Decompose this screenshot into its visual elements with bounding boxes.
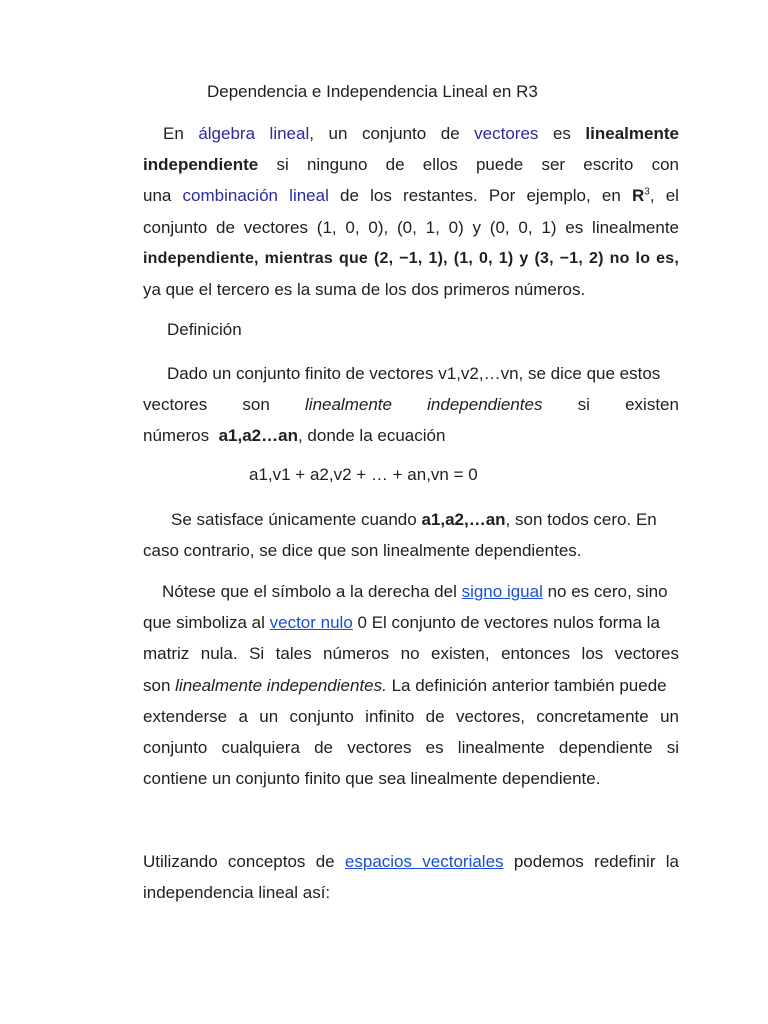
paragraph-intro — [143, 118, 679, 305]
def-line-1 — [143, 358, 679, 389]
bold-linealmente: linealmente — [585, 124, 679, 143]
paragraph-satisface — [143, 504, 679, 566]
sat-line-1-a: Se satisface únicamente cuando — [171, 510, 422, 529]
intro-line-2 — [143, 149, 679, 180]
espacios-line-1-c: podemos redefinir la — [513, 852, 679, 871]
text-un: un — [328, 124, 348, 143]
notese-line-2-c: 0 El conjunto de vectores nulos forma la — [352, 613, 660, 633]
intro-line-1 — [143, 118, 679, 149]
link-text-lineal: lineal — [269, 124, 310, 143]
notese-line-7: contiene un conjunto finito que sea linealmente dependiente. — [143, 769, 601, 789]
link-text-algebra: álgebra — [198, 124, 256, 143]
intro-line-2-text: si ninguno de ellos puede ser escrito con — [276, 155, 679, 175]
text-existen: existen — [625, 395, 679, 415]
equation: a1,v1 + a2,v2 + … + an,vn = 0 — [249, 465, 478, 484]
link-vectores[interactable]: vectores — [474, 124, 539, 143]
link-vector-nulo[interactable]: vector nulo — [269, 613, 353, 633]
paragraph-espacios — [143, 846, 679, 908]
def-line-1-a: Dado un conjunto finito de vectores — [167, 364, 439, 383]
notese-line-6: conjunto cualquiera de vectores es linealmente dependiente si — [143, 737, 679, 757]
superscript-3: 3 — [644, 186, 650, 198]
text-en: En — [163, 124, 184, 143]
text-son: son — [242, 395, 270, 415]
text-vectores: vectores — [143, 395, 208, 415]
section-heading-definicion: Definición — [167, 320, 242, 339]
notese-line-1-c: no es cero, sino — [542, 582, 668, 601]
notese-line-2 — [143, 607, 679, 638]
text-de: de — [440, 124, 460, 143]
text-conjunto: conjunto — [361, 124, 427, 143]
notese-line-4 — [143, 670, 679, 701]
notese-line-4-a: son — [143, 675, 176, 695]
espacios-line-2: independencia lineal así: — [143, 883, 331, 903]
def-line-1-c: , se dice que estos — [518, 364, 661, 383]
link-text-lineal-2: lineal — [289, 186, 329, 206]
notese-line-1 — [143, 576, 679, 607]
intro-line-5: independiente, mientras que (2, −1, 1), (1, 0, 1) y (3, −1, 2) no lo es, — [143, 249, 679, 267]
intro-line-6: ya que el tercero es la suma de los dos primeros números. — [143, 279, 586, 299]
intro-line-3 — [143, 180, 679, 211]
document-title: Dependencia e Independencia Lineal en R3 — [207, 82, 538, 101]
def-vectors-list: v1,v2,…vn — [438, 364, 519, 383]
espacios-line-1 — [143, 846, 679, 877]
text-si: si — [577, 395, 590, 415]
sat-line-2: caso contrario, se dice que son linealmente dependientes. — [143, 541, 582, 561]
text-numeros: números — [143, 426, 210, 446]
bold-a-coefficients: a1,a2,…an — [421, 510, 506, 529]
italic-linealmente: linealmente — [305, 395, 392, 415]
paragraph-definition — [143, 358, 679, 452]
notese-line-3: matriz nula. Si tales números no existen, entonces los vectores — [143, 644, 679, 664]
espacios-line-1-a: Utilizando conceptos de — [143, 852, 345, 871]
sat-line-1-c: , son todos cero. En — [505, 510, 657, 529]
notese-line-5: extenderse a un conjunto infinito de vectores, concretamente un — [143, 706, 679, 726]
notese-line-2-a: que simboliza al — [143, 613, 270, 633]
intro-line-3-end: , el — [649, 186, 679, 206]
italic-independientes: independientes — [427, 395, 543, 415]
link-combinacion-lineal[interactable] — [183, 186, 329, 205]
notese-line-4-c: La definición anterior también puede — [386, 675, 667, 695]
link-espacios-vectoriales[interactable]: espacios vectoriales — [344, 852, 504, 871]
bold-coefficients: a1,a2…an — [218, 426, 298, 446]
bold-independiente: independiente — [143, 155, 259, 175]
text-una: una — [143, 186, 172, 206]
link-signo-igual[interactable]: signo igual — [461, 582, 543, 601]
def-line-2 — [143, 389, 679, 420]
def-line-3 — [143, 420, 679, 451]
intro-line-4: conjunto de vectores (1, 0, 0), (0, 1, 0) y (0, 0, 1) es linealmente — [143, 217, 679, 237]
paragraph-notese — [143, 576, 679, 794]
link-text-combinacion: combinación — [182, 186, 278, 206]
notese-line-1-a: Nótese que el símbolo a la derecha del — [162, 582, 462, 601]
intro-line-3-text: de los restantes. Por ejemplo, en — [340, 186, 621, 206]
link-algebra-lineal[interactable] — [198, 124, 309, 143]
text-es: es — [552, 124, 571, 143]
italic-linealmente-independientes: linealmente independientes. — [175, 675, 387, 695]
sat-line-1 — [143, 504, 679, 535]
text-comma: , — [309, 124, 314, 143]
bold-R: R — [631, 186, 645, 206]
text-donde: , donde la ecuación — [297, 426, 446, 446]
